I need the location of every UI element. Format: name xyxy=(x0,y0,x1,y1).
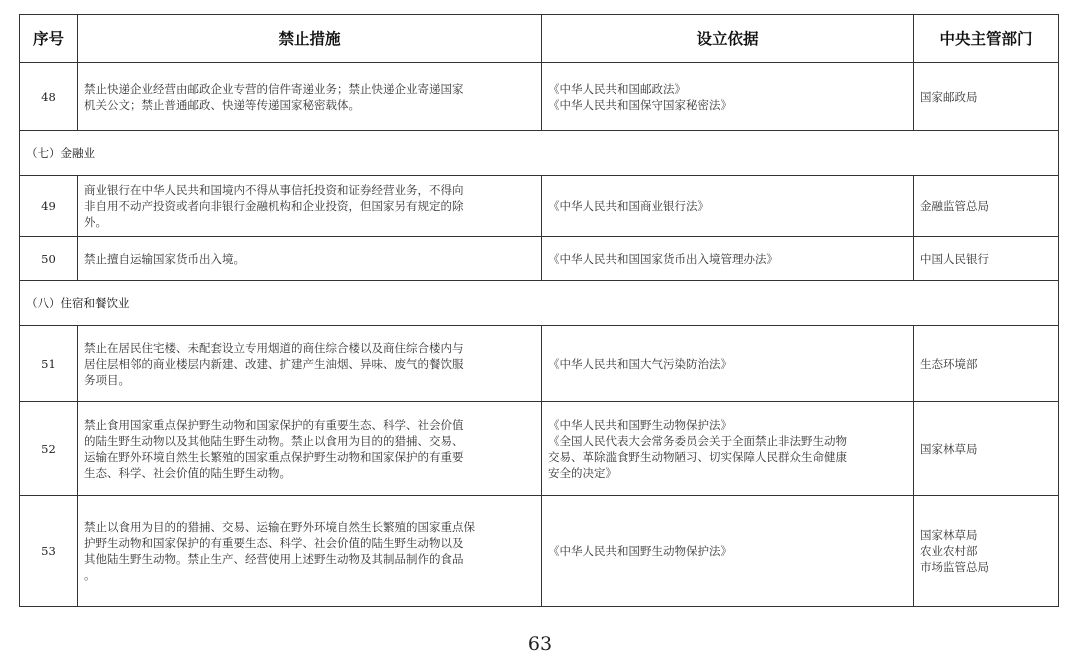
table-row xyxy=(20,402,1059,496)
basis-line: 《中华人民共和国保守国家秘密法》 xyxy=(548,97,732,112)
measure-line: 其他陆生野生动物。禁止生产、经营使用上述野生动物及其制品制作的食品 xyxy=(84,552,464,566)
measure-line: 运输在野外环境自然生长繁殖的国家重点保护野生动物和国家保护的有重要 xyxy=(84,449,464,464)
section-heading: （八）住宿和餐饮业 xyxy=(20,281,1059,326)
measure-line: 禁止快递企业经营由邮政企业专营的信件寄递业务；禁止快递企业寄递国家 xyxy=(84,81,464,96)
measure-cell xyxy=(78,496,542,607)
table-header-row xyxy=(20,15,1059,63)
page-number: 63 xyxy=(527,633,553,655)
measure-line: 。 xyxy=(84,568,96,582)
dept-line: 国家邮政局 xyxy=(920,89,978,104)
table-row xyxy=(20,63,1059,131)
measure-cell xyxy=(78,63,542,131)
basis-cell xyxy=(542,63,914,131)
section-heading: （七）金融业 xyxy=(20,131,1059,176)
dept-line: 国家林草局 xyxy=(920,528,978,542)
header-dept: 中央主管部门 xyxy=(914,15,1059,63)
dept-cell xyxy=(914,496,1059,607)
basis-cell xyxy=(542,176,914,237)
measure-line: 外。 xyxy=(84,215,107,229)
header-measure: 禁止措施 xyxy=(78,15,542,63)
dept-line: 国家林草局 xyxy=(920,441,978,456)
basis-cell xyxy=(542,496,914,607)
dept-cell xyxy=(914,237,1059,281)
dept-cell xyxy=(914,326,1059,402)
table-row xyxy=(20,326,1059,402)
section-row xyxy=(20,131,1059,176)
basis-line: 《中华人民共和国野生动物保护法》 xyxy=(548,417,732,432)
dept-line: 农业农村部 xyxy=(920,544,978,558)
measure-cell xyxy=(78,402,542,496)
measure-cell xyxy=(78,326,542,402)
basis-cell xyxy=(542,326,914,402)
dept-cell xyxy=(914,63,1059,131)
dept-line: 中国人民银行 xyxy=(920,251,989,266)
basis-cell xyxy=(542,237,914,281)
measure-line: 的陆生野生动物以及其他陆生野生动物。禁止以食用为目的的猎捕、交易、 xyxy=(84,433,464,448)
row-number: 50 xyxy=(20,237,78,281)
table-row xyxy=(20,176,1059,237)
table-row xyxy=(20,496,1059,607)
dept-line: 金融监管总局 xyxy=(920,199,989,213)
row-number: 52 xyxy=(20,402,78,496)
section-row xyxy=(20,281,1059,326)
measure-line: 务项目。 xyxy=(84,372,130,387)
measure-cell xyxy=(78,176,542,237)
dept-line: 市场监管总局 xyxy=(920,560,989,574)
basis-line: 安全的决定》 xyxy=(548,465,617,480)
row-number: 53 xyxy=(20,496,78,607)
dept-cell xyxy=(914,402,1059,496)
measure-cell xyxy=(78,237,542,281)
header-basis: 设立依据 xyxy=(542,15,914,63)
header-seq: 序号 xyxy=(20,15,78,63)
basis-line: 《全国人民代表大会常务委员会关于全面禁止非法野生动物 xyxy=(548,433,847,448)
prohibition-table xyxy=(19,14,1059,607)
measure-line: 禁止擅自运输国家货币出入境。 xyxy=(84,251,245,266)
measure-line: 禁止以食用为目的的猎捕、交易、运输在野外环境自然生长繁殖的国家重点保 xyxy=(84,520,475,534)
measure-line: 商业银行在中华人民共和国境内不得从事信托投资和证券经营业务，不得向 xyxy=(84,183,464,197)
basis-line: 交易、革除滥食野生动物陋习、切实保障人民群众生命健康 xyxy=(548,449,847,464)
basis-line: 《中华人民共和国野生动物保护法》 xyxy=(548,544,732,558)
measure-line: 机关公文；禁止普通邮政、快递等传递国家秘密载体。 xyxy=(84,97,360,112)
table-body xyxy=(20,63,1059,607)
basis-line: 《中华人民共和国邮政法》 xyxy=(548,81,686,96)
measure-line: 护野生动物和国家保护的有重要生态、科学、社会价值的陆生野生动物以及 xyxy=(84,536,464,550)
basis-line: 《中华人民共和国国家货币出入境管理办法》 xyxy=(548,251,778,266)
basis-line: 《中华人民共和国大气污染防治法》 xyxy=(548,356,732,371)
measure-line: 禁止在居民住宅楼、未配套设立专用烟道的商住综合楼以及商住综合楼内与 xyxy=(84,340,464,355)
basis-line: 《中华人民共和国商业银行法》 xyxy=(548,199,709,213)
dept-line: 生态环境部 xyxy=(920,356,978,371)
measure-line: 禁止食用国家重点保护野生动物和国家保护的有重要生态、科学、社会价值 xyxy=(84,417,464,432)
row-number: 49 xyxy=(20,176,78,237)
row-number: 51 xyxy=(20,326,78,402)
table-row xyxy=(20,237,1059,281)
measure-line: 生态、科学、社会价值的陆生野生动物。 xyxy=(84,465,291,480)
dept-cell xyxy=(914,176,1059,237)
row-number: 48 xyxy=(20,63,78,131)
measure-line: 非自用不动产投资或者向非银行金融机构和企业投资，但国家另有规定的除 xyxy=(84,199,464,213)
basis-cell xyxy=(542,402,914,496)
measure-line: 居住层相邻的商业楼层内新建、改建、扩建产生油烟、异味、废气的餐饮服 xyxy=(84,356,464,371)
